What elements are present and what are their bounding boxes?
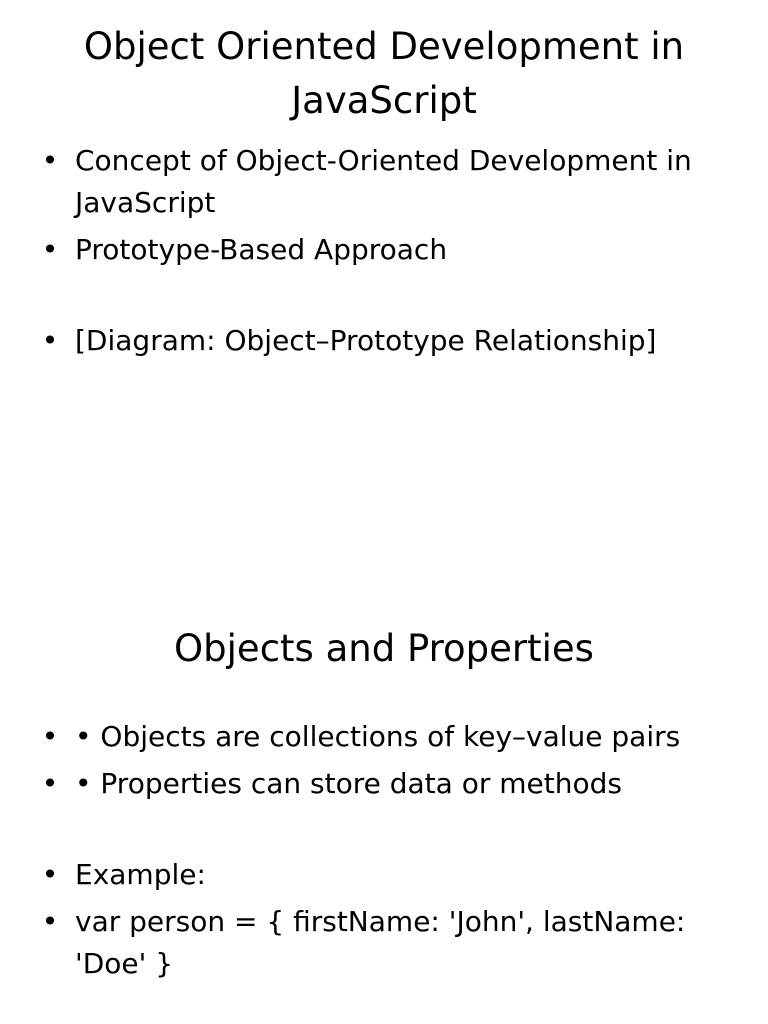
slide-2 xyxy=(0,512,768,1024)
bullet-icon: • xyxy=(41,233,59,266)
bullet-icon: • xyxy=(41,720,59,753)
bullet-icon: • xyxy=(41,324,59,357)
list-item xyxy=(40,763,720,805)
list-item xyxy=(40,716,720,758)
bullet-text: • Objects are collections of key–value pairs xyxy=(75,720,681,753)
slide-title: Object Oriented Development in JavaScript xyxy=(83,25,685,122)
bullet-list xyxy=(40,140,720,367)
bullet-list xyxy=(40,716,720,990)
code-example: var person = { firstName: 'John', lastName: 'Doe' } xyxy=(75,905,686,980)
list-item xyxy=(40,140,720,224)
slide-title: Objects and Properties xyxy=(174,627,594,670)
bullet-icon: • xyxy=(41,144,59,177)
bullet-text: Prototype-Based Approach xyxy=(75,233,448,266)
list-item xyxy=(40,901,720,985)
diagram-placeholder: [Diagram: Object–Prototype Relationship] xyxy=(75,324,657,357)
list-item xyxy=(40,854,720,896)
bullet-icon: • xyxy=(41,905,59,938)
list-item xyxy=(40,320,720,362)
list-item xyxy=(40,229,720,271)
bullet-text: Concept of Object-Oriented Development in JavaScript xyxy=(75,144,692,219)
bullet-icon: • xyxy=(41,858,59,891)
bullet-text: Example: xyxy=(75,858,206,891)
bullet-text: • Properties can store data or methods xyxy=(75,767,622,800)
bullet-icon: • xyxy=(41,767,59,800)
